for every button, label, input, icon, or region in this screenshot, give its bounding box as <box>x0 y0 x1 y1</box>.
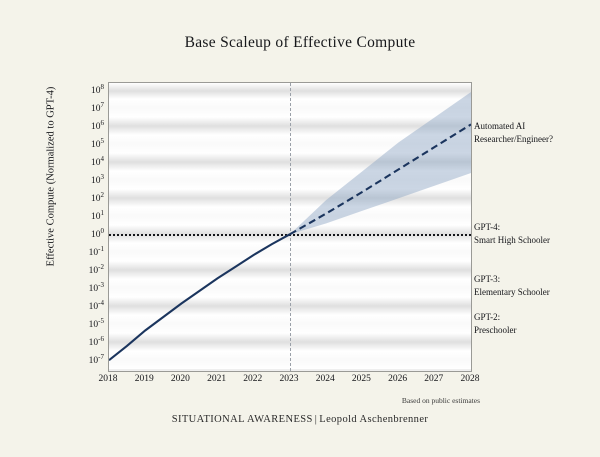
footer-brand: SITUATIONAL AWARENESS <box>171 414 313 425</box>
y-tick-label: $10^{-3}$ <box>88 281 104 295</box>
x-tick-label: 2023 <box>279 374 299 384</box>
y-tick-label: $10^3$ <box>91 173 104 187</box>
y-tick-label: $10^7$ <box>91 101 104 115</box>
x-tick-label: 2027 <box>424 374 444 384</box>
annotation-line-2: Smart High Schooler <box>474 234 550 245</box>
annotation-gpt-3 <box>474 273 598 298</box>
annotation-line-1: GPT-4: <box>474 222 501 233</box>
y-tick-label: $10^{-2}$ <box>88 263 104 277</box>
plot-area <box>108 82 472 372</box>
annotation-automated-ai-researcher <box>474 120 598 145</box>
y-axis-label: Effective Compute (Normalized to GPT-4) <box>45 86 57 267</box>
x-axis-ticks <box>98 374 480 390</box>
y-tick-label: $10^{-4}$ <box>88 299 104 313</box>
historical-series-line <box>109 234 290 360</box>
y-tick-label: $10^0$ <box>91 227 104 241</box>
x-tick-label: 2021 <box>207 374 227 384</box>
series-svg <box>109 83 471 371</box>
annotation-line-2: Elementary Schooler <box>474 286 550 297</box>
x-tick-label: 2024 <box>315 374 335 384</box>
y-tick-label: $10^4$ <box>91 155 104 169</box>
source-note: Based on public estimates <box>401 396 480 405</box>
x-tick-label: 2025 <box>351 374 371 384</box>
annotation-line-1: GPT-2: <box>474 312 501 323</box>
footer <box>0 414 600 425</box>
annotation-line-2: Researcher/Engineer? <box>474 133 553 144</box>
y-tick-label: $10^5$ <box>91 137 104 151</box>
annotation-gpt-4 <box>474 221 598 246</box>
y-tick-label: $10^2$ <box>91 191 104 205</box>
annotation-line-1: GPT-3: <box>474 274 501 285</box>
x-tick-label: 2018 <box>98 374 118 384</box>
x-tick-label: 2019 <box>134 374 154 384</box>
x-tick-label: 2028 <box>460 374 480 384</box>
x-tick-label: 2026 <box>388 374 408 384</box>
y-tick-label: $10^{-5}$ <box>88 317 104 331</box>
footer-author: Leopold Aschenbrenner <box>319 414 429 425</box>
annotation-gpt-2 <box>474 311 598 336</box>
y-axis-ticks <box>56 82 104 370</box>
page-title: Base Scaleup of Effective Compute <box>184 34 416 51</box>
y-tick-label: $10^{-6}$ <box>88 335 104 349</box>
footer-separator: | <box>314 414 318 425</box>
y-tick-label: $10^8$ <box>91 83 104 97</box>
y-tick-label: $10^{-1}$ <box>88 245 104 259</box>
y-tick-label: $10^1$ <box>91 209 104 223</box>
annotation-line-2: Preschooler <box>474 324 517 335</box>
uncertainty-band <box>290 92 471 234</box>
y-tick-label: $10^6$ <box>91 119 104 133</box>
x-tick-label: 2020 <box>170 374 190 384</box>
x-tick-label: 2022 <box>243 374 263 384</box>
y-tick-label: $10^{-7}$ <box>88 353 104 367</box>
annotation-line-1: Automated AI <box>474 121 526 132</box>
